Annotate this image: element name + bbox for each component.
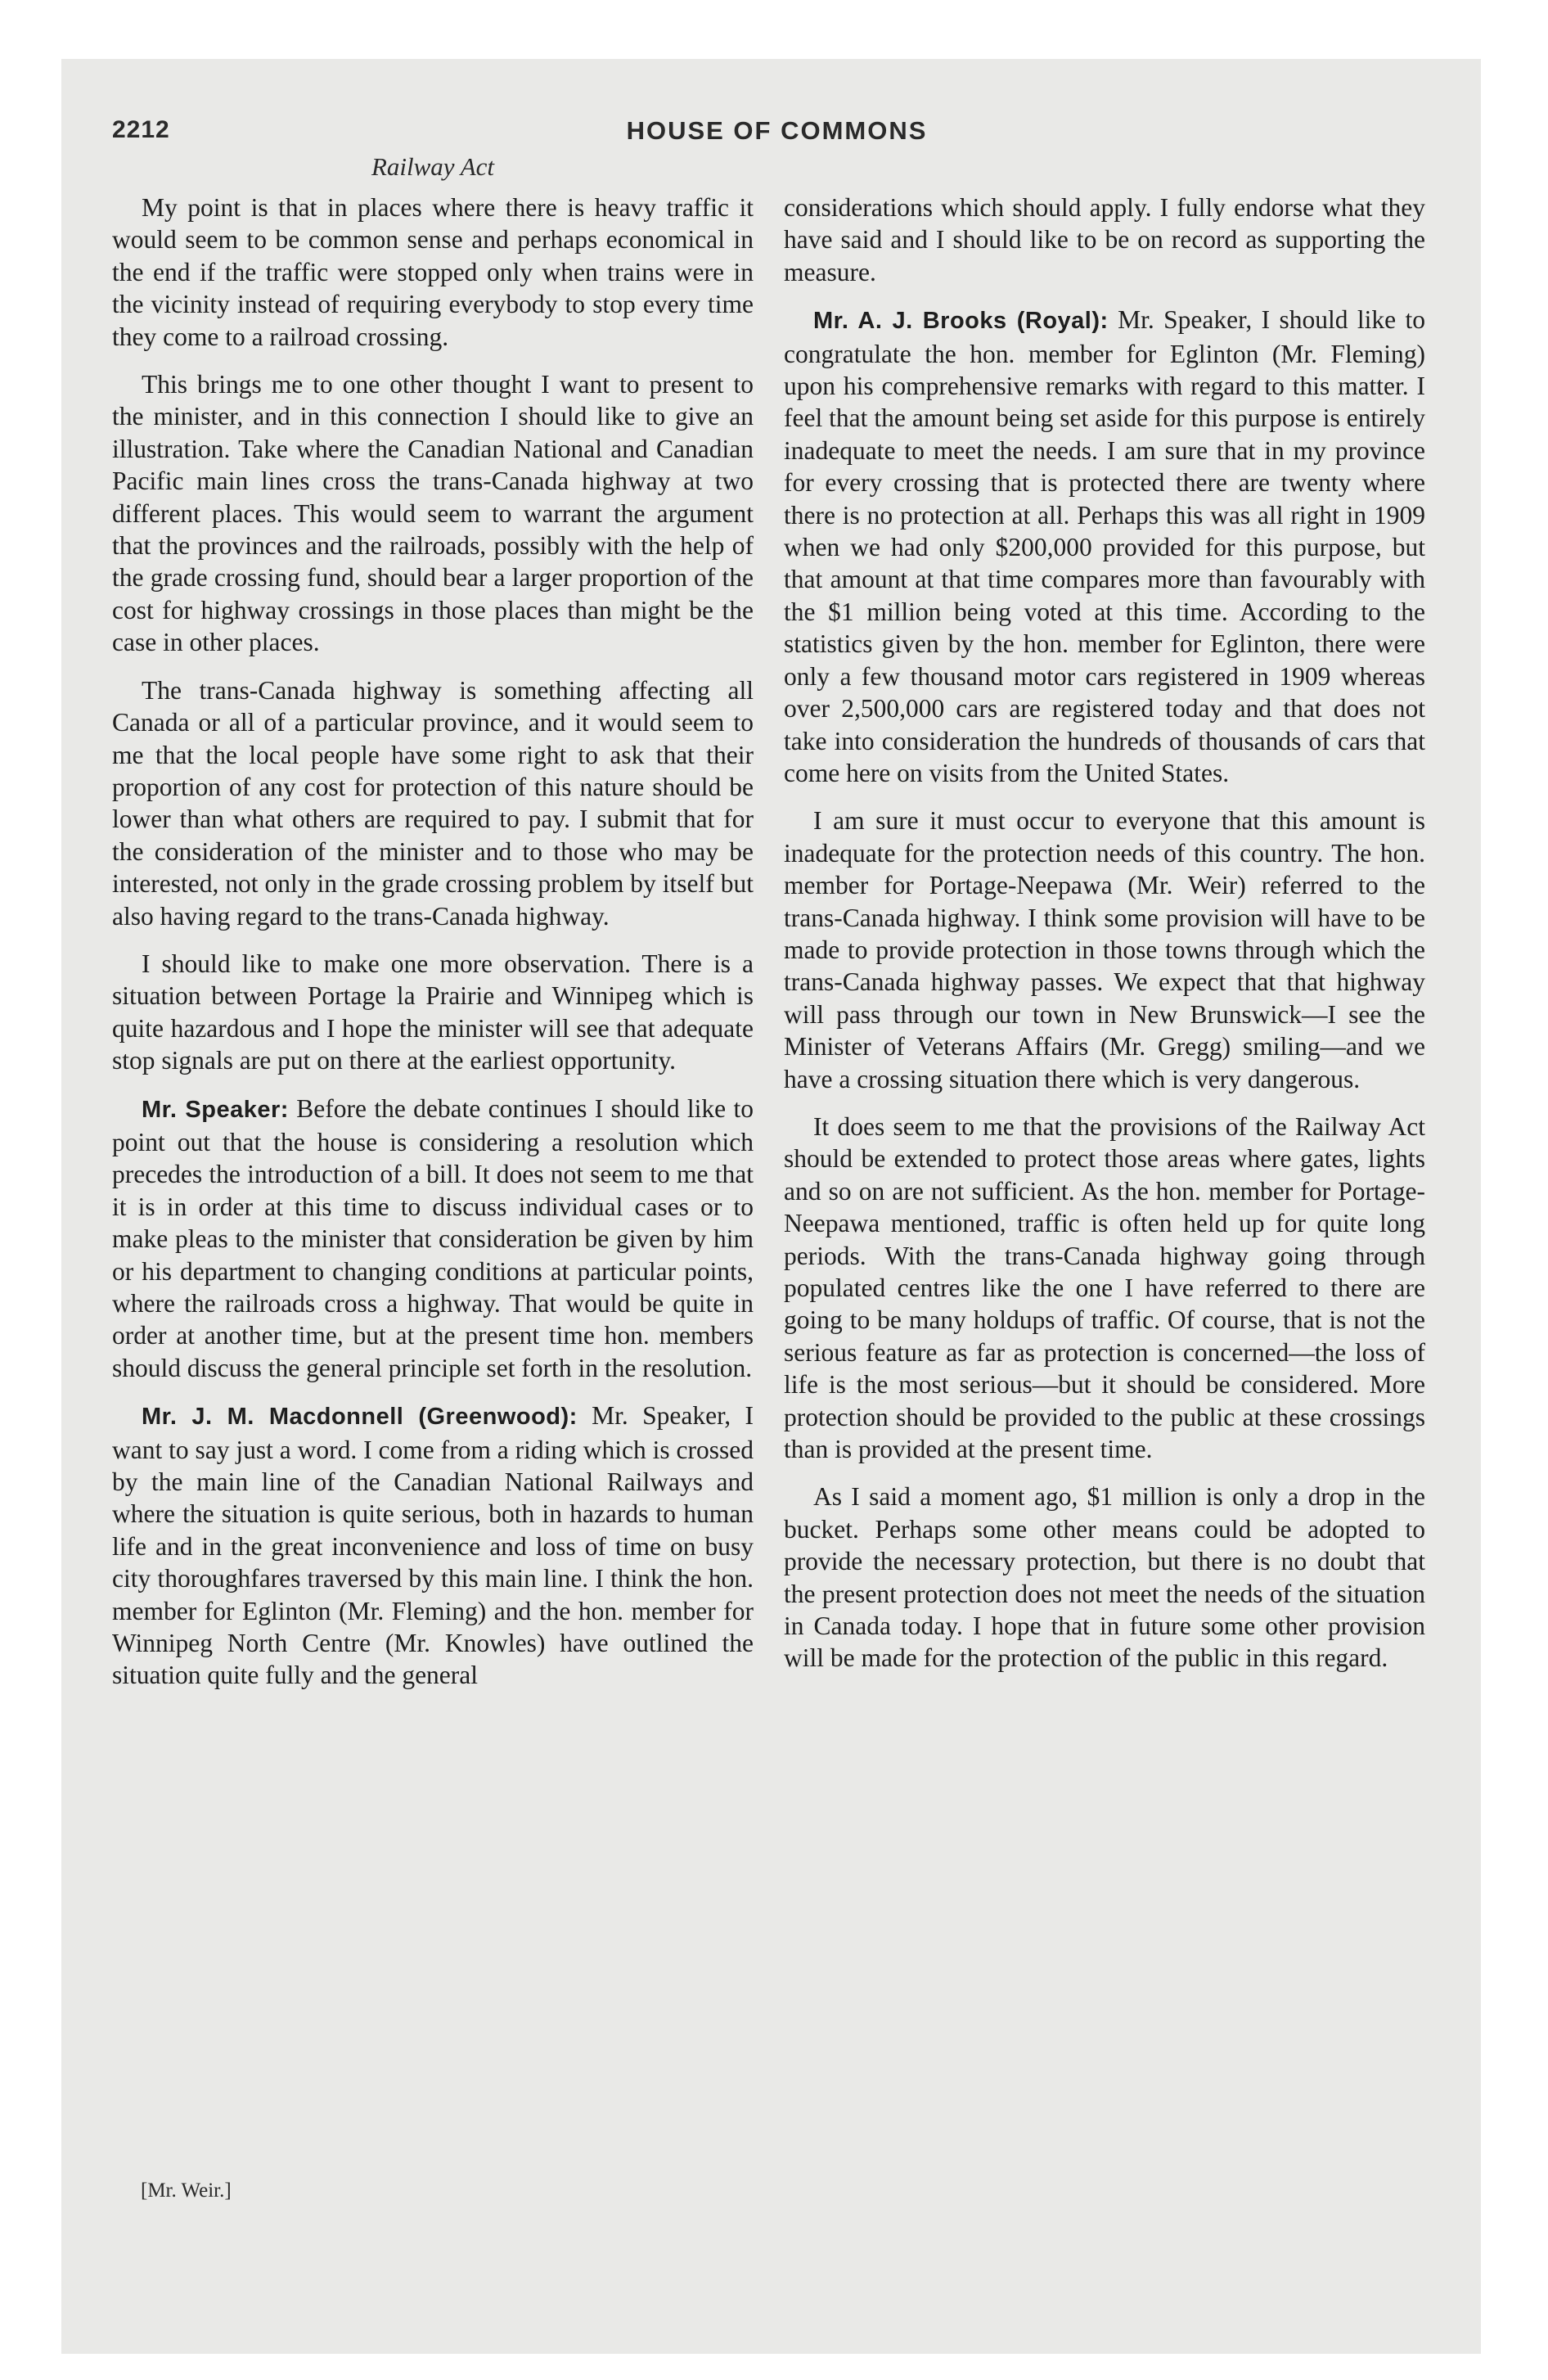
paragraph: I should like to make one more observation. There is a situation between Portage la Prairie and Winnipeg which is quite hazardous and I hope the minister will see that adequate stop signals are put on there at the earliest opportunity. [112,949,754,1075]
speech-text: Mr. Speaker, I should like to congratulate the hon. member for Eglinton (Mr. Fleming) upon his comprehensive remarks with regard to this matter. I feel that the amount being set aside for this purpose is entirely inadequate to meet the needs. I am sure that in my province for every crossing that is protected there are twenty where there is no protection at all. Perhaps this was all right in 1909 when we had only $200,000 provided for this purpose, but that amount at that time compares more than favourably with the $1 million being voted at this time. According to the statistics given by the hon. member for Eglinton, there were only a few thousand motor cars registered in 1909 whereas over 2,500,000 cars are registered today and that does not take into consideration the hundreds of thousands of cars that come here on visits from the United States. [784,305,1426,787]
paragraph: The trans-Canada highway is something affecting all Canada or all of a particular province, and it would seem to me that the local people have some right to ask that their proportion of any cost for protection of this nature should be lower than what others are required to pay. I submit that for the consideration of the minister and to those who may be interested, not only in the grade crossing problem by itself but also having regard to the trans-Canada highway. [112,675,754,931]
paragraph: My point is that in places where there is heavy traffic it would seem to be common sense and perhaps economical in the end if the traffic were stopped only when trains were in the vicinity instead of requiring everybody to stop every time they come to a railroad crossing. [112,193,754,351]
paragraph: This brings me to one other thought I want to present to the minister, and in this connection I should like to give an illustration. Take where the Canadian National and Canadian Pacific main lines cross the trans-Canada highway at two different places. This would seem to warrant the argument that the provinces and the railroads, possibly with the help of the grade crossing fund, should bear a larger proportion of the cost for highway crossings in those places than might be the case in other places. [112,370,754,657]
speech-paragraph [784,304,1425,789]
speaker-name: Mr. A. J. Brooks (Royal): [813,308,1109,335]
left-column [112,192,754,1707]
paragraph: As I said a moment ago, $1 million is only a drop in the bucket. Perhaps some other means could be adopted to provide the necessary protection, but there is no doubt that the present protection does not meet the needs of the situation in Canada today. I hope that in future some other provision will be made for the protection of the public in this regard. [784,1482,1425,1673]
paragraph: I am sure it must occur to everyone that this amount is inadequate for the protection needs of this country. The hon. member for Portage-Neepawa (Mr. Weir) referred to the trans-Canada highway. I think some provision will have to be made to provide protection in those towns through which the trans-Canada highway passes. We expect that that highway will pass through our town in New Brunswick—I see the Minister of Veterans Affairs (Mr. Gregg) smiling—and we have a crossing situation there which is very dangerous. [784,806,1425,1093]
page-number: 2212 [112,116,170,143]
speech-paragraph [112,1400,754,1692]
page-header [112,116,1442,149]
speech-text: Mr. Speaker, I want to say just a word. I come from a riding which is crossed by the main line of the Canadian National Railways and where the situation is quite serious, both in hazards to human life and in the great inconvenience and loss of time on busy city thoroughfares traversed by this main line. I think the hon. member for Eglinton (Mr. Fleming) and the hon. member for Winnipeg North Centre (Mr. Knowles) have outlined the situation quite fully and the general [112,1401,754,1690]
speaker-name: Mr. Speaker: [142,1096,289,1123]
paragraph: It does seem to me that the provisions of the Railway Act should be extended to protect those areas where gates, lights and so on are not sufficient. As the hon. member for Portage-Neepawa mentioned, traffic is often held up for quite long periods. With the trans-Canada highway going through populated centres like the one I have referred to there are going to be many holdups of traffic. Of course, that is not the serious feature as far as protection is concerned—the loss of life is the most serious—but it should be considered. More protection should be provided to the public at these crossings than is provided at the present time. [784,1111,1425,1464]
running-title: HOUSE OF COMMONS [626,116,928,145]
right-column [784,192,1425,1690]
speech-paragraph [112,1093,754,1385]
speaker-name: Mr. J. M. Macdonnell (Greenwood): [142,1404,578,1431]
paragraph-continued: considerations which should apply. I fully endorse what they have said and I should like to be on record as supporting the measure. [784,193,1425,286]
speech-text: Before the debate continues I should like to point out that the house is considering a resolution which precedes the introduction of a bill. It does not seem to me that it is in order at this time to discuss individual cases or to make pleas to the minister that consideration be given by him or his department to changing conditions at particular points, where the railroads cross a highway. That would be quite in order at another time, but at the present time hon. members should discuss the general principle set forth in the resolution. [112,1093,754,1382]
section-subtitle: Railway Act [371,152,495,181]
footer-note: [Mr. Weir.] [141,2179,232,2202]
